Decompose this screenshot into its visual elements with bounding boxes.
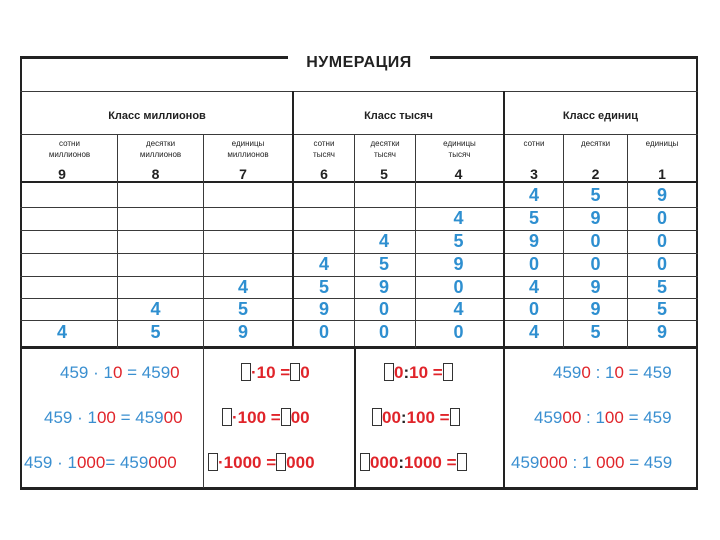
- blank-box: [290, 363, 300, 381]
- equation-multiply: 459 · 1000= 459000: [24, 453, 177, 472]
- equation-divide: 459000 : 1 000 = 459: [511, 453, 673, 472]
- eq-col-line: [503, 346, 505, 488]
- class-label-millions: Класс миллионов: [108, 110, 206, 122]
- digit-cell: 0: [528, 299, 539, 319]
- digit-cell: 5: [656, 299, 667, 319]
- equation-template-divide: 000:1000 =: [360, 452, 467, 474]
- column-label: сотни: [523, 139, 545, 148]
- digit-cell: 4: [56, 322, 67, 342]
- row-line: [20, 91, 698, 92]
- digit-cell: 5: [318, 277, 329, 297]
- digit-cell: 5: [590, 185, 601, 205]
- blank-box: [372, 408, 382, 426]
- digit-cell: 9: [590, 299, 601, 319]
- digit-cell: 0: [453, 277, 464, 297]
- blank-box: [450, 408, 460, 426]
- equation-template-multiply: ·1000 = 000: [208, 452, 315, 474]
- digit-cell: 0: [656, 254, 667, 274]
- digit-cell: 4: [378, 231, 389, 251]
- blank-box: [443, 363, 453, 381]
- column-label: единицы: [645, 139, 679, 148]
- equation-divide: 45900 : 100 = 459: [534, 408, 672, 427]
- digit-cell: 9: [656, 185, 667, 205]
- blank-box: [384, 363, 394, 381]
- column-number: 6: [320, 166, 328, 182]
- digit-cell: 0: [528, 254, 539, 274]
- bottom-border: [20, 487, 698, 490]
- blank-box: [360, 453, 370, 471]
- equation-multiply: 459 · 100 = 45900: [44, 408, 183, 427]
- right-border: [696, 56, 698, 489]
- equation-template-divide: 00:100 =: [372, 407, 460, 429]
- eq-col-line: [354, 346, 356, 488]
- digit-cell: 4: [150, 299, 161, 319]
- digit-cell: 9: [590, 208, 601, 228]
- equation-template-divide: 0:10 =: [384, 362, 453, 384]
- column-label: единицы миллионов: [227, 139, 269, 159]
- digit-cell: 0: [318, 322, 329, 342]
- equation-template-multiply: ·10 = 0: [241, 362, 310, 384]
- digit-cell: 0: [590, 254, 601, 274]
- digit-cell: 4: [453, 208, 464, 228]
- equation-template-multiply: ·100 = 00: [222, 407, 310, 429]
- column-label: единицы тысяч: [443, 139, 476, 159]
- blank-box: [222, 408, 232, 426]
- eq-col-line: [203, 346, 204, 488]
- row-line: [20, 320, 698, 321]
- column-number: 8: [151, 166, 160, 182]
- digit-cell: 0: [656, 231, 667, 251]
- row-line: [20, 346, 698, 349]
- blank-box: [276, 453, 286, 471]
- class-label-units: Класс единиц: [562, 110, 639, 122]
- blank-box: [241, 363, 251, 381]
- blank-box: [457, 453, 467, 471]
- digit-cell: 4: [528, 277, 539, 297]
- digit-cell: 0: [378, 322, 389, 342]
- digit-cell: 0: [590, 231, 601, 251]
- column-label: десятки миллионов: [139, 139, 182, 159]
- column-number: 9: [58, 166, 66, 182]
- digit-cell: 0: [656, 208, 667, 228]
- column-label: сотни тысяч: [313, 139, 335, 159]
- digit-cell: 5: [378, 254, 389, 274]
- digit-cell: 4: [528, 185, 539, 205]
- page-title: НУМЕРАЦИЯ: [288, 52, 430, 74]
- digit-cell: 9: [528, 231, 539, 251]
- row-line: [20, 134, 698, 135]
- blank-box: [208, 453, 218, 471]
- column-label: десятки: [580, 139, 611, 148]
- digit-cell: 0: [453, 322, 464, 342]
- digit-cell: 4: [237, 277, 248, 297]
- digit-cell: 5: [590, 322, 601, 342]
- column-number: 5: [380, 166, 388, 182]
- digit-cell: 9: [318, 299, 329, 319]
- column-number: 4: [454, 166, 463, 182]
- digit-cell: 5: [150, 322, 161, 342]
- digit-cell: 4: [318, 254, 329, 274]
- column-number: 3: [530, 166, 538, 182]
- equation-multiply: 459 · 10 = 4590: [60, 363, 180, 382]
- class-label-thousands: Класс тысяч: [364, 110, 433, 122]
- digit-cell: 9: [453, 254, 464, 274]
- digit-cell: 5: [528, 208, 539, 228]
- column-number: 2: [591, 166, 600, 182]
- column-label: сотни миллионов: [48, 139, 91, 159]
- digit-cell: 5: [453, 231, 464, 251]
- digit-cell: 4: [453, 299, 464, 319]
- digit-cell: 4: [528, 322, 539, 342]
- digit-cell: 9: [237, 322, 248, 342]
- equation-divide: 4590 : 10 = 459: [553, 363, 672, 382]
- column-number: 1: [658, 166, 666, 182]
- digit-cell: 0: [378, 299, 389, 319]
- column-number: 7: [239, 166, 247, 182]
- digit-cell: 9: [656, 322, 667, 342]
- digit-cell: 9: [590, 277, 601, 297]
- digit-cell: 9: [378, 277, 389, 297]
- digit-cell: 5: [656, 277, 667, 297]
- column-label: десятки тысяч: [370, 139, 400, 159]
- blank-box: [281, 408, 291, 426]
- digit-cell: 5: [237, 299, 248, 319]
